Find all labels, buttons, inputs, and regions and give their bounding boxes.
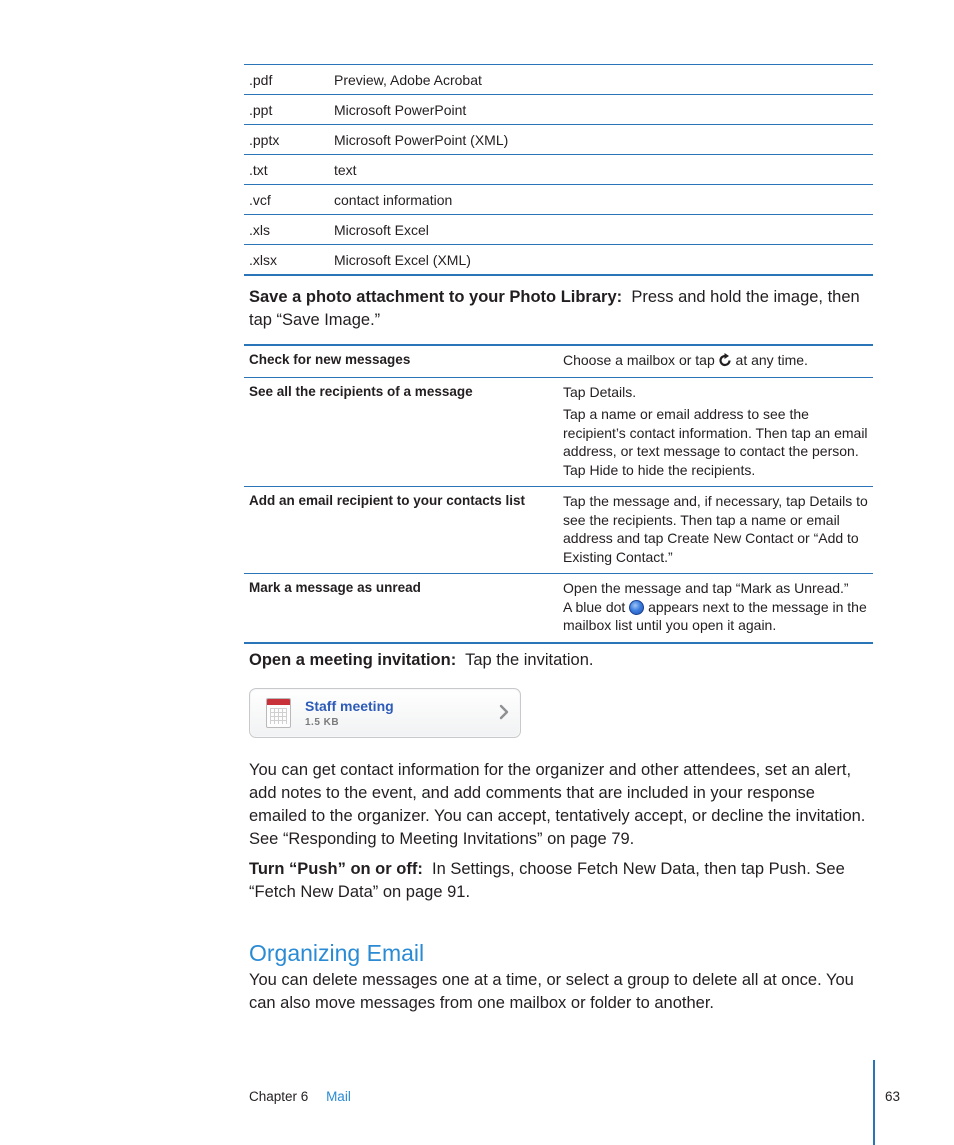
table-row (244, 245, 873, 274)
push-lead: Turn “Push” on or off: (249, 860, 423, 878)
action-description (563, 579, 873, 635)
table-row (244, 185, 873, 215)
table-row (244, 346, 873, 378)
chevron-right-icon (497, 704, 511, 720)
file-extension: .vcf (249, 191, 271, 208)
save-photo-text: Press and hold the image, then tap “Save Image.” (249, 288, 860, 329)
unread-text-before: A blue dot (563, 598, 626, 615)
blue-dot-icon (629, 600, 644, 615)
check-text-after: at any time. (735, 352, 808, 368)
action-description (563, 492, 873, 566)
file-application: Microsoft Excel (334, 221, 429, 238)
table-row (244, 65, 873, 95)
meeting-paragraph (249, 649, 873, 672)
file-application: text (334, 161, 357, 178)
table-row (244, 378, 873, 488)
table-row (244, 574, 873, 642)
check-text-before: Choose a mailbox or tap (563, 352, 715, 368)
table-row (244, 125, 873, 155)
section-body: You can delete messages one at a time, or select a group to delete all at once. You can also move messages from one mailbox or folder to another. (249, 971, 854, 1012)
contact-info-paragraph: You can get contact information for the organizer and other attendees, set an alert, add notes to the event, and add comments that are included in your response emailed to the organizer. You can accept, tentatively accept, or decline the invitation. See “Responding to Meeting Invitations” on page 79. (249, 761, 866, 848)
unread-text-line1: Open the message and tap “Mark as Unread.” (563, 580, 849, 596)
section-heading: Organizing Email (249, 940, 425, 966)
table-row (244, 215, 873, 245)
meeting-invitation-attachment[interactable] (249, 688, 521, 738)
action-description (563, 351, 873, 370)
attachment-size: 1.5 KB (305, 717, 340, 728)
table-row (244, 487, 873, 574)
save-photo-lead: Save a photo attachment to your Photo Library: (249, 288, 623, 306)
file-application: Microsoft Excel (XML) (334, 251, 471, 268)
actions-table (244, 344, 873, 644)
file-application: Preview, Adobe Acrobat (334, 71, 482, 88)
file-application: Microsoft PowerPoint (XML) (334, 131, 509, 148)
chapter-name: Mail (326, 1089, 351, 1104)
table-row (244, 95, 873, 125)
unread-text-after: appears next to the message in the mailbox list until you open it again. (563, 598, 867, 633)
meeting-text: Tap the invitation. (465, 651, 594, 669)
attachment-title: Staff meeting (305, 698, 394, 714)
file-types-table (244, 64, 873, 276)
action-label: Check for new messages (249, 352, 411, 367)
refresh-icon (719, 353, 732, 367)
action-label: Add an email recipient to your contacts list (249, 493, 526, 508)
meeting-lead: Open a meeting invitation: (249, 651, 457, 669)
push-text: In Settings, choose Fetch New Data, then tap Push. See “Fetch New Data” on page 91. (249, 860, 845, 901)
file-extension: .pptx (249, 131, 280, 148)
file-application: Microsoft PowerPoint (334, 101, 467, 118)
file-extension: .xls (249, 221, 270, 238)
add-contact-text: Tap the message and, if necessary, tap Details to see the recipients. Then tap a name or email address and tap Create New Contact or “Add to Existing Contact.” (563, 493, 868, 565)
recipients-text-1: Tap Details. (563, 383, 637, 400)
page-number: 63 (885, 1089, 901, 1104)
footer-chapter (249, 1089, 351, 1104)
file-extension: .txt (249, 161, 268, 178)
recipients-text-2: Tap a name or email address to see the recipient’s contact information. Then tap an email address, or text message to contact the person. Tap Hide to hide the recipients. (563, 406, 868, 478)
file-extension: .pdf (249, 71, 273, 88)
action-label: See all the recipients of a message (249, 383, 473, 399)
table-row (244, 155, 873, 185)
chapter-number: Chapter 6 (249, 1089, 309, 1104)
push-paragraph (249, 858, 873, 904)
action-label: Mark a message as unread (249, 580, 421, 595)
file-extension: .xlsx (249, 251, 277, 268)
calendar-icon (266, 698, 291, 728)
footer-divider (873, 1060, 875, 1145)
file-application: contact information (334, 191, 453, 208)
action-description (563, 383, 873, 480)
file-extension: .ppt (249, 101, 273, 118)
save-photo-paragraph (249, 286, 873, 332)
